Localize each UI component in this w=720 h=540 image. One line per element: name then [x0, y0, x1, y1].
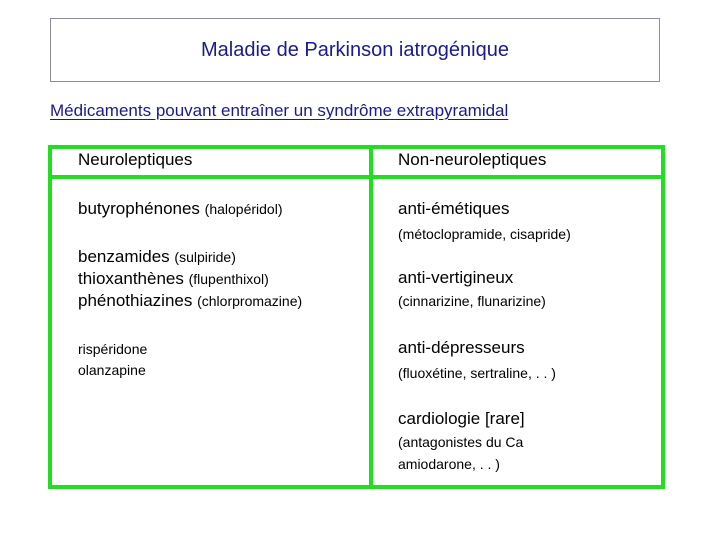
- table-column-divider: [369, 145, 373, 489]
- drug-example: (sulpiride): [174, 249, 236, 265]
- header-neuroleptiques: Neuroleptiques: [78, 150, 193, 169]
- drug-example: (halopéridol): [204, 201, 283, 217]
- drug-category: cardiologie [rare]: [398, 409, 525, 428]
- title-box: [50, 18, 660, 82]
- drug-category: anti-émétiques: [398, 199, 510, 218]
- left-row-butyrophenones: [78, 198, 283, 220]
- drug-class: benzamides: [78, 247, 170, 266]
- left-row-group3: [78, 339, 147, 381]
- header-non-neuroleptiques: Non-neuroleptiques: [398, 150, 547, 169]
- drug-class: butyrophénones: [78, 199, 200, 218]
- list-item: [78, 290, 302, 312]
- list-item: rispéridone: [78, 341, 148, 357]
- drug-examples-line2: amiodarone, . . ): [398, 456, 500, 472]
- drug-examples: (métoclopramide, cisapride): [398, 226, 571, 242]
- right-antivertigineux: [398, 267, 546, 312]
- drug-category: anti-vertigineux: [398, 268, 514, 287]
- right-antiemetiques: [398, 198, 571, 245]
- right-antidepresseurs: [398, 337, 556, 384]
- list-item: [78, 246, 302, 268]
- drug-class: phénothiazines: [78, 291, 193, 310]
- drug-category: anti-dépresseurs: [398, 338, 525, 357]
- right-cardiologie: [398, 408, 525, 475]
- list-item: olanzapine: [78, 362, 146, 378]
- drug-class: thioxanthènes: [78, 269, 184, 288]
- page-title: Maladie de Parkinson iatrogénique: [201, 38, 509, 61]
- drug-examples-line1: (antagonistes du Ca: [398, 434, 524, 450]
- drug-example: (flupenthixol): [188, 271, 269, 287]
- drug-examples: (cinnarizine, flunarizine): [398, 293, 546, 309]
- drug-example: (chlorpromazine): [197, 293, 303, 309]
- subtitle: Médicaments pouvant entraîner un syndrôme extrapyramidal: [50, 101, 509, 120]
- table-header-divider: [48, 175, 665, 179]
- table-frame: [48, 145, 665, 489]
- list-item: [78, 268, 302, 290]
- left-row-group2: [78, 246, 302, 312]
- drug-examples: (fluoxétine, sertraline, . . ): [398, 365, 556, 381]
